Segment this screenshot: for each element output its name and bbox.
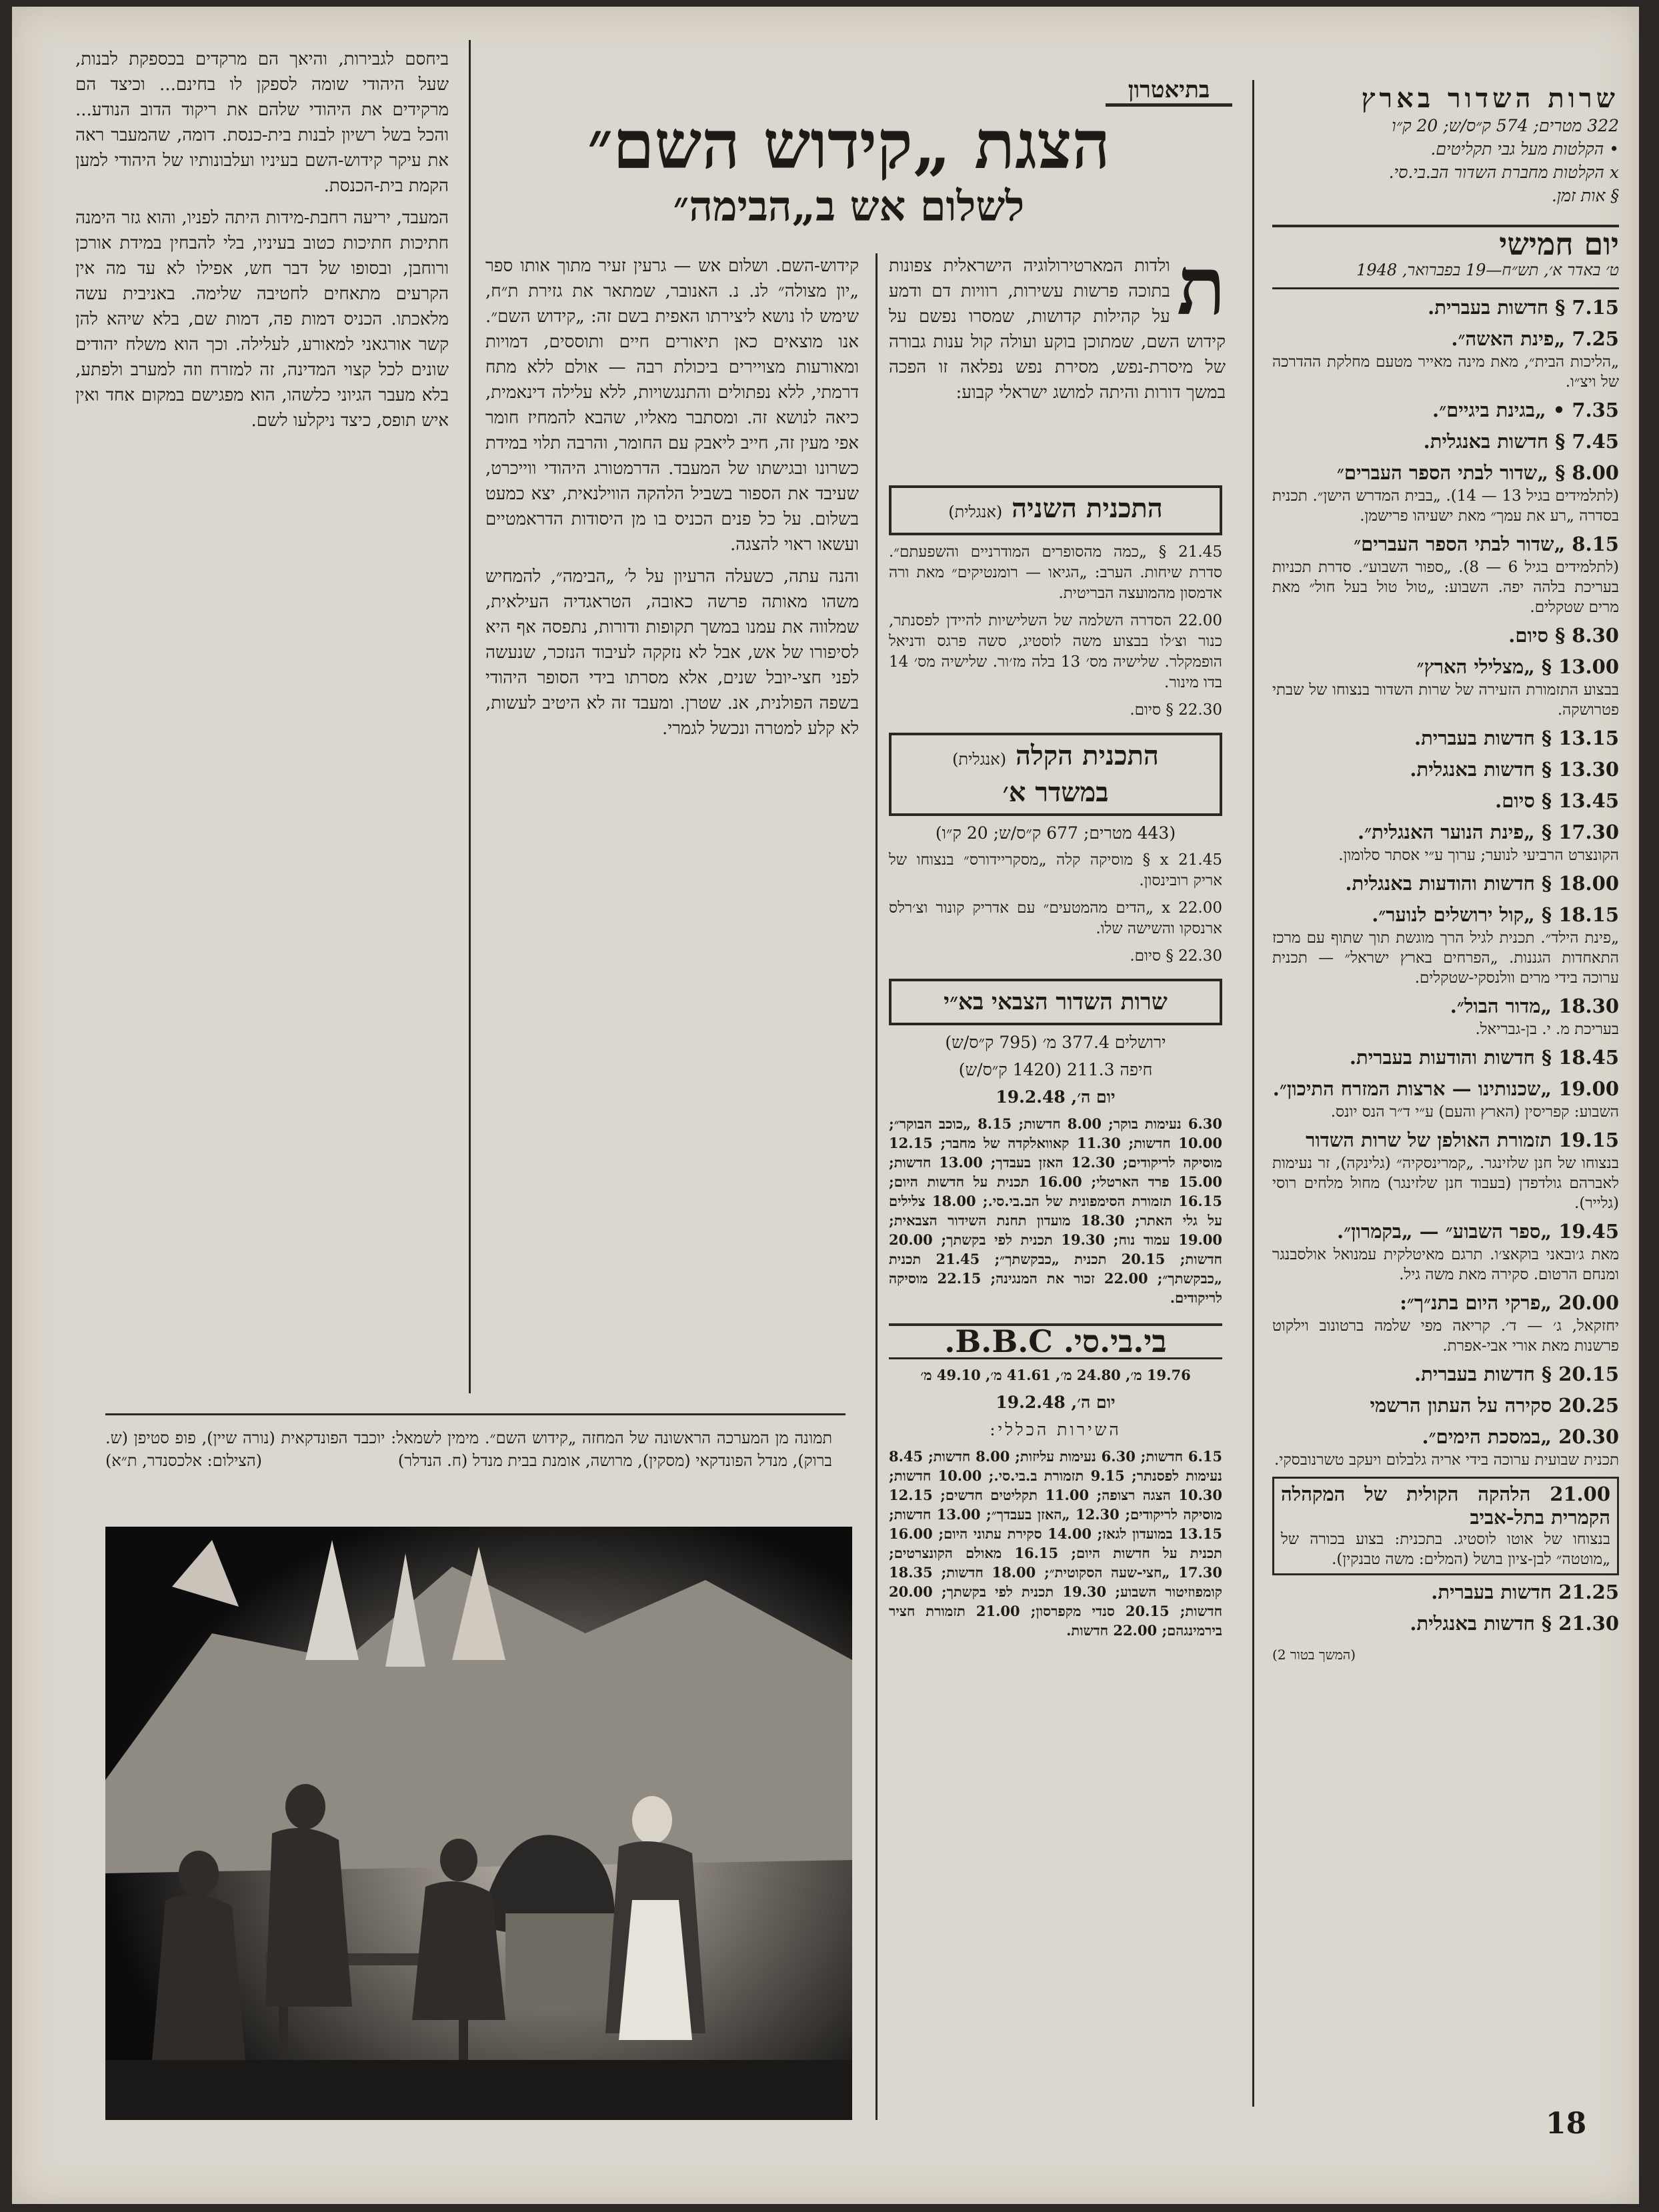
article-column-left — [75, 47, 449, 440]
day-title: יום חמישי — [1272, 225, 1619, 256]
schedule-item — [1272, 872, 1619, 897]
newspaper-page — [12, 7, 1639, 2204]
second-program-title: התכנית השניה (אנגלית) — [889, 485, 1222, 535]
schedule-item-desc: בנצוחו של חנן שלזינגר. „קמרינסקיה״ (גלינקה), זר נעימות לאברהם גולדפדן (בעבוד חנן שלזינגר) מחול מלחים רוסי (גלייר). — [1272, 1155, 1619, 1212]
schedule-item — [1272, 1291, 1619, 1356]
army-service-text: 6.30 נעימות בוקר; 8.00 חדשות; 8.15 „כוכב הבוקר״; 10.00 חדשות; 11.30 קאוואלקדה של מחבר; 12.15 מוסיקה לריקודים; 12.30 האזן בעבדך; 13.00 חדשות; 15.00 פרד הארטלי; 16.00 תכנית על חדשות היום; 16.15 תזמורת הסימפונית של הב.בי.סי.; 18.00 צלילים על גלי האתר; 18.30 מועדון תחנת השידור הצבאית; 19.00 עמוד נוח; 19.30 תכנית לפי בקשתך; 20.00 חדשות; 20.15 תכנית „כבקשתך״; 21.45 תכנית „כבקשתך״; 22.00 זכור את המנגינה; 22.15 מוסיקה לריקודים. — [889, 1115, 1223, 1306]
schedule-item-desc: הקונצרט הרביעי לנוער; ערוך ע״י אסתר סלומון. — [1338, 847, 1619, 864]
schedule-item-desc: „הליכות הבית״, מאת מינה מאייר מטעם מחלקת ההדרכה של ויצ״ו. — [1272, 353, 1619, 391]
schedule-item — [1272, 1425, 1619, 1470]
boxed-item-desc: בנצוחו של אוטו לוסטיג. בתכנית: בצוע בכורה של „מוטטה״ לבן-ציון בושל (המלים: משה טבנקין). — [1281, 1531, 1610, 1568]
schedule-item — [1272, 995, 1619, 1039]
section-rubric: בתיאטרון — [1106, 77, 1232, 107]
schedule-item — [1272, 296, 1619, 321]
schedule-item-heading: 18.30 „מדור הבול״. — [1450, 995, 1619, 1017]
schedule-item-heading: 8.15 „שדור לבתי הספר העברים״ — [1354, 533, 1619, 555]
schedule-item — [1272, 399, 1619, 423]
schedule-item-desc: השבוע: קפריסין (הארץ והעם) ע״י ד״ר הנס יונס. — [1330, 1103, 1619, 1121]
schedule-item-heading: 13.30 § חדשות באנגלית. — [1410, 758, 1619, 781]
service-line: 322 מטרים; 574 ק״ס/ש; 20 ק״ו — [1392, 116, 1619, 135]
article-column-middle — [485, 253, 859, 748]
service-line: • הקלטות מעל גבי תקליטים. — [1430, 139, 1619, 159]
schedule-item — [1272, 327, 1619, 392]
schedule-item-heading: 19.00 „שכנותינו — ארצות המזרח התיכון״. — [1272, 1077, 1619, 1100]
schedule-item-heading: 21.25 חדשות בעברית. — [1431, 1581, 1619, 1603]
schedule-item — [1272, 461, 1619, 526]
bbc-title: בי.בי.סי. B.B.C. — [889, 1323, 1222, 1359]
schedule-item — [1272, 533, 1619, 617]
schedule-item — [1272, 1394, 1619, 1419]
light-program-sub: (443 מטרים; 677 ק״ס/ש; 20 ק״ו) — [935, 823, 1176, 843]
schedule-item-heading: 20.00 „פרקי היום בתנ״ך״: — [1400, 1291, 1619, 1314]
schedule-item-desc: תכנית שבועית ערוכה בידי אריה גלבלום ויעקב טשרנובסקי. — [1274, 1451, 1619, 1469]
schedule-item — [1272, 1077, 1619, 1122]
service-title: שרות השדור בארץ — [1361, 83, 1619, 114]
article-headline — [465, 107, 1232, 230]
schedule-item-heading: 18.00 § חדשות והודעות באנגלית. — [1345, 872, 1619, 895]
column-rule — [469, 40, 471, 1393]
schedule-item — [1272, 903, 1619, 988]
schedule-item-desc: בבצוע התזמורת הזעירה של שרות השדור בנצוחו של שבתי פטרושקה. — [1272, 681, 1619, 719]
bbc-service: השירות הכללי: — [990, 1420, 1122, 1439]
schedule-item — [1272, 1363, 1619, 1387]
photo-credit: (הצילום: אלכסנדר, ת״א) — [105, 1451, 263, 1470]
schedule-item-heading: 20.25 סקירה על העתון הרשמי — [1370, 1394, 1619, 1417]
schedule-item-heading: 13.45 § סיום. — [1495, 789, 1619, 812]
service-line: x הקלטות מחברת השדור הב.בי.סי. — [1388, 163, 1619, 182]
schedule-item-heading: 8.00 § „שדור לבתי הספר העברים״ — [1336, 461, 1619, 484]
schedule-item — [1272, 655, 1619, 720]
schedule-item-desc: בעריכת מ. י. בן-גבריאל. — [1475, 1021, 1619, 1038]
page-number: 18 — [1546, 2107, 1587, 2141]
list-item: 21.45 § „כמה מהסופרים המודרניים והשפעתם״. סדרת שיחות. הערב: „הגיאו — רומנטיקים״ מאת ורה אדמסון מהמועצה הבריטית. — [889, 543, 1222, 602]
schedule-item — [1272, 1129, 1619, 1213]
column-rule — [1252, 80, 1254, 2107]
schedule-item — [1272, 624, 1619, 649]
schedule-item — [1272, 430, 1619, 455]
stage-photo-illustration — [105, 1527, 852, 2120]
list-item: 22.30 § סיום. — [1130, 701, 1222, 719]
schedule-item-heading: 18.15 § „קול ירושלים לנוער״. — [1372, 903, 1619, 926]
bbc-text: 6.15 חדשות; 6.30 נעימות עליזות; 8.00 חדשות; 8.45 נעימות לפסנתר; 9.15 תזמורת ב.בי.סי.; 10.00 חדשות; 10.30 הצגה רצופה; 11.00 תקליטים חדשים; 12.15 מוסיקה לריקודים; 12.30 „האזן בעבדך״; 13.00 חדשות; 13.15 במועדון לגאז; 14.00 סקירת עתוני היום; 16.00 תכנית על חדשות היום; 16.15 מאולם הקונצרטים; 17.30 „חצי-שעה הסקוטית״; 18.00 חדשות; 18.35 קומפוזיטור השבוע; 19.30 תכנית לפי בקשתך; 20.00 חדשות; 20.15 סנדי מקפרסון; 21.00 תזמורת חציר בירמינגהם; 22.00 חדשות. — [889, 1448, 1223, 1639]
schedule-item-heading: 19.45 „ספר השבוע״ — „בקמרון״. — [1337, 1220, 1619, 1243]
article-paragraph: ת ולדות המארטירולוגיה הישראלית צפונות בתוכה פרשות עשירות, רוויות דם ודמע על קהילות קדושות, שמסרו נפשם על קידוש השם, שמתוכן בוקע ועולה קול ענות גבורה של מיסרת-נפש, מסירת נפש נפלאה זו הפכה במשך דורות והיתה למושג ישראלי קבוע: — [889, 239, 1226, 403]
boxed-item — [1272, 1477, 1619, 1575]
schedule-item-desc: מאת ג׳ובאני בוקאצ׳ו. תרגם מאיטלקית עמנואל אולסבנגר ומנחם הרטום. סקירה מאת משה גיל. — [1272, 1246, 1619, 1283]
schedule-item-desc: „פינת הילד״. תכנית לגיל הרך מוגשת תוך שתוף עם מרכז התאחדות הגננות. „הפרחים בארץ ישראל״ — תכנית ערוכה בידי מרים וולנסקי-שטקלים. — [1272, 929, 1619, 987]
continued-note: (המשך בטור 2) — [1272, 1647, 1356, 1663]
schedule-item-heading: 19.15 תזמורת האולפן של שרות השדור — [1306, 1129, 1619, 1151]
schedule-item-heading: 13.15 § חדשות בעברית. — [1414, 727, 1619, 749]
boxed-item-heading: 21.00 הלהקה הקולית של המקהלה הקמרית בתל-אביב — [1281, 1483, 1610, 1529]
schedule-item-heading: 20.30 „במסכת הימים״. — [1422, 1425, 1619, 1448]
list-item: 22.00 הסדרה השלמה של השלישיות להיידן לפסנתר, כנור וצ׳לו בבצוע משה לוסטיג, סשה פרגס ודניאל הופמקלר. שלישיה מס׳ 13 בלה מז׳ור. שלישיה מס׳ 14 בדו מינור. — [889, 612, 1222, 691]
caption-rule — [105, 1413, 846, 1415]
schedule-item-heading: 20.15 § חדשות בעברית. — [1414, 1363, 1619, 1385]
radio-schedule-column — [1272, 83, 1620, 1667]
army-service-title: שרות השדור הצבאי בא״י — [889, 979, 1222, 1025]
army-service-day: יום ה׳, 19.2.48 — [996, 1087, 1116, 1107]
article-paragraph: והנה עתה, כשעלה הרעיון על ל׳ „הבימה״, להמחיש משהו מאותה פרשה כאובה, הטראגדיה העילאית, שמלווה את עמנו במשך תקופות ודורות, נתפסה אף היא לסיפורו של אש, אבל לא נזקקה לעיבוד הנזכר, שנעשה לפני חצי-יובל שנים, אלא מסרתו בידי הסופר היהודי בשפה הפולנית, אנ. שטרן. ומעבד זה לא היטיב לעשות, לא קלע למטרה ונכשל לגמרי. — [485, 567, 859, 739]
schedule-item — [1272, 789, 1619, 814]
list-item: 22.00 x „הדים מהמטעים״ עם אדריק קונור וצ׳רלס ארנסקו והשישה שלו. — [889, 899, 1222, 937]
article-column-right — [889, 239, 1226, 412]
schedule-item-heading: 7.15 § חדשות בעברית. — [1428, 296, 1619, 319]
column-rule — [876, 253, 878, 2120]
bbc-day: יום ה׳, 19.2.48 — [996, 1393, 1116, 1412]
article-subtitle: לשלום אש ב„הבימה״ — [673, 182, 1025, 231]
day-date: ט׳ באדר א׳, תש״ח—19 בפברואר, 1948 — [1272, 259, 1619, 289]
schedule-item-heading: 18.45 § חדשות והודעות בעברית. — [1349, 1046, 1619, 1069]
service-line: § אות זמן. — [1551, 186, 1619, 205]
schedule-item-desc: יחזקאל, ג׳ — ד׳. קריאה מפי שלמה ברטונוב וילקוט פרשנות מאת אורי אבי-אפרת. — [1272, 1317, 1619, 1355]
article-title: הצגת „קידוש השם״ — [587, 105, 1110, 184]
drop-cap: ת — [1176, 239, 1226, 333]
bbc-sub: 19.76 מ׳, 24.80 מ׳, 41.61 מ׳, 49.10 מ׳ — [920, 1367, 1191, 1383]
schedule-item-desc: (לתלמידים בגיל 13 — 14). „בבית המדרש הישן״. תכנית בסדרה „רע את עמך״ מאת ישעיהו פרישמן. — [1272, 487, 1620, 525]
army-service-sub: ירושלים 377.4 מ׳ (795 ק״ס/ש) — [945, 1033, 1166, 1052]
article-paragraph: ביחסם לגבירות, והיאך הם מרקדים בכספקת לבנות, שעל היהודי שומה לספקן לו בחינם... וכיצד הם מרקידים את היהודי שלהם את ריקוד הדוב הנודע... והכל בשל רשיון לבנות בית-כנסת. דומה, שהמעבר ראה את עיקר קידוש-השם בעיניו ועלבונותיו של היהודי למען הקמת בית-הכנסת. — [75, 49, 449, 196]
schedule-item-heading: 8.30 § סיום. — [1508, 624, 1619, 647]
schedule-item-heading: 21.30 § חדשות באנגלית. — [1410, 1612, 1619, 1635]
schedule-item — [1272, 1046, 1619, 1071]
photo-caption: תמונה מן המערכה הראשונה של המחזה „קידוש השם״. מימין לשמאל: יוכבד הפונדקאית (נורה שיין), פופ סטיפן (ש. ברוק), מנדל הפונדקאי (מסקין), מרושה, אומנת בבית מנדל (ח. הנדלר) (הצילום: אלכסנדר, ת״א) — [105, 1427, 832, 1472]
schedule-item — [1272, 727, 1619, 751]
stage-photo — [105, 1527, 852, 2120]
schedule-item — [1272, 1612, 1619, 1637]
schedule-item — [1272, 1220, 1619, 1285]
schedule-item-heading: 17.30 § „פינת הנוער האנגלית״. — [1358, 821, 1619, 843]
schedule-item-heading: 13.00 § „מצלילי הארץ״ — [1416, 655, 1619, 678]
article-paragraph: קידוש-השם. ושלום אש — גרעין זעיר מתוך אותו ספר „יון מצולה״ לנ. נ. האנובר, שמתאר את גזירת ת״ח, שימש לו נושא ליצירתו האפית בשם זה: „קידוש השם״. אנו מוצאים כאן תיאורים חיים ותוססים, דמויות ומאורעות מצויירים ביכולת רבה — אולם ללא מתח דרמתי, ללא נפתולים והתנגשויות, ללא עלילה דינאמית, כיאה לנושא זה. ומסתבר מאליו, שהבא להמחיז חומר אפי מעין זה, חייב ליאבק עם החומר, והרבה תלוי במידת כשרונו ובגישתו של המעבד. הדרמטורג היהודי ווייכרט, שעיבד את הספור בשביל הלהקה הווילנאית, יצא כמעט בשלום. על כל פנים הכניס בו מן היסודות הדראמטיים ועשאו ראוי להצגה. — [485, 256, 859, 555]
schedule-item-heading: 7.45 § חדשות באנגלית. — [1423, 430, 1619, 453]
light-program-title: התכנית הקלה (אנגלית) במשדר א׳ — [889, 733, 1222, 816]
programs-column — [889, 473, 1222, 1640]
list-item: 22.30 § סיום. — [1130, 947, 1222, 965]
schedule-item — [1272, 1581, 1619, 1605]
schedule-items — [1272, 296, 1619, 1470]
schedule-item-desc: (לתלמידים בגיל 6 — 8). „ספור השבוע״. סדרת תכניות בעריכת בלהה יפה. השבוע: „טול טול בעל חול״ מאת מרים שטקלים. — [1272, 559, 1620, 616]
schedule-item — [1272, 821, 1619, 865]
schedule-item-heading: 7.35 • „בגינת ביגיים״. — [1432, 399, 1619, 421]
schedule-item — [1272, 758, 1619, 783]
list-item: 21.45 x § מוסיקה קלה „מסקריידורס״ בנצוחו של אריק רובינסון. — [889, 851, 1222, 889]
article-paragraph: המעבד, יריעה רחבת-מידות היתה לפניו, והוא גזר הימנה חתיכות חתיכות כטוב בעיניו, בלי להבחין במידת אורכן ורוחבן, ובסופו של דבר חש, אפילו לא עד מה אין הקרעים מתאחים לחטיבה שלימה. באניבית עשה מלאכתו. הכניס דמות פה, דמות שם, בלא שיהא להן קשר אורגאני למאורע, לעלילה. וכך הוא משלח יהודים שונים לכל קצוי המדינה, זה למזרח וזה למערב ולפתע, בלא מעבר הגיוני כלשהו, הוא מפגישם במקום אחד ואין איש תופס, כיצד ניקלעו לשם. — [75, 208, 449, 431]
schedule-item-heading: 7.25 „פינת האשה״. — [1451, 327, 1619, 350]
army-service-sub: חיפה 211.3 (1420 ק״ס/ש) — [958, 1060, 1153, 1079]
schedule-tail-items — [1272, 1581, 1619, 1637]
